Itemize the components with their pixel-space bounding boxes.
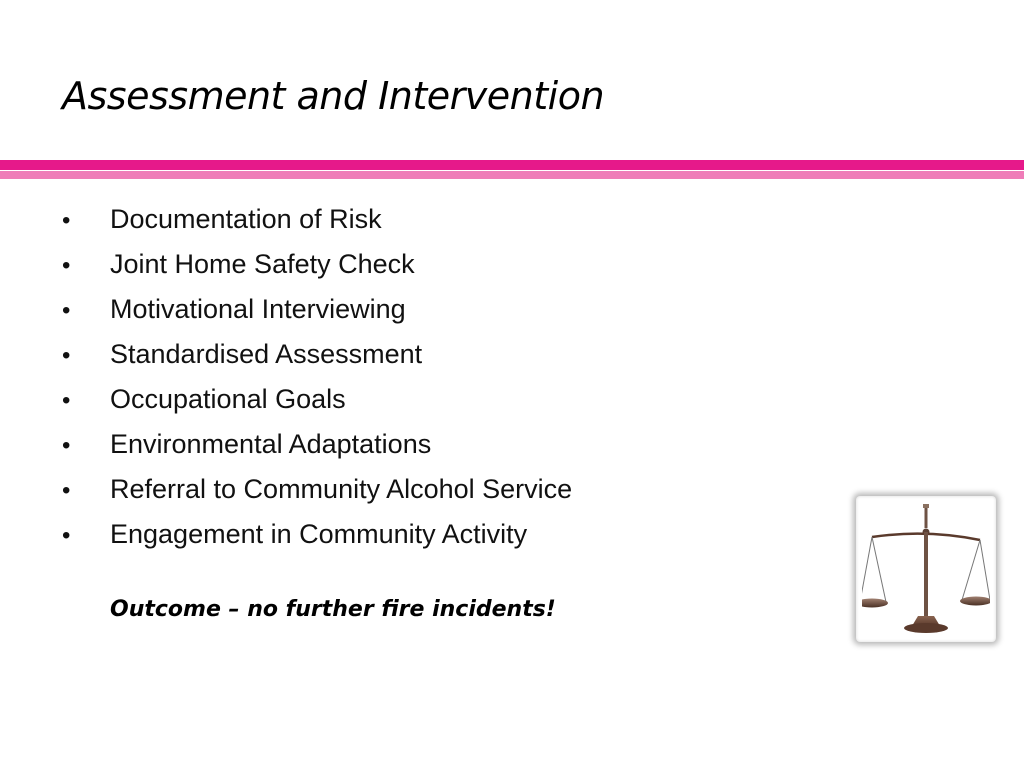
bullet-text: Motivational Interviewing [110,294,406,324]
bullet-text: Referral to Community Alcohol Service [110,474,573,504]
bullet-marker: • [62,252,71,279]
bullet-marker: • [62,342,71,369]
bullet-text: Occupational Goals [110,384,346,414]
bullet-marker: • [62,522,71,549]
bullet-text: Documentation of Risk [110,204,382,234]
accent-bar [0,160,1024,170]
balance-scale-icon [862,502,990,636]
bullet-marker: • [62,297,71,324]
bullet-marker: • [62,432,71,459]
bullet-marker: • [62,207,71,234]
list-item [62,242,572,287]
list-item [62,197,572,242]
list-item [62,377,572,422]
bullet-text: Engagement in Community Activity [110,519,528,549]
outcome-text: Outcome – no further fire incidents! [110,597,556,622]
list-item [62,332,572,377]
list-item [62,467,572,512]
bullet-text: Standardised Assessment [110,339,423,369]
list-item [62,422,572,467]
bullet-marker: • [62,387,71,414]
bullet-marker: • [62,477,71,504]
scales-image-frame [856,496,996,642]
list-item [62,287,572,332]
bullet-text: Environmental Adaptations [110,429,432,459]
accent-bar-secondary [0,171,1024,179]
bullet-list [62,197,572,557]
slide-title: Assessment and Intervention [62,74,605,118]
list-item [62,512,572,557]
bullet-text: Joint Home Safety Check [110,249,415,279]
